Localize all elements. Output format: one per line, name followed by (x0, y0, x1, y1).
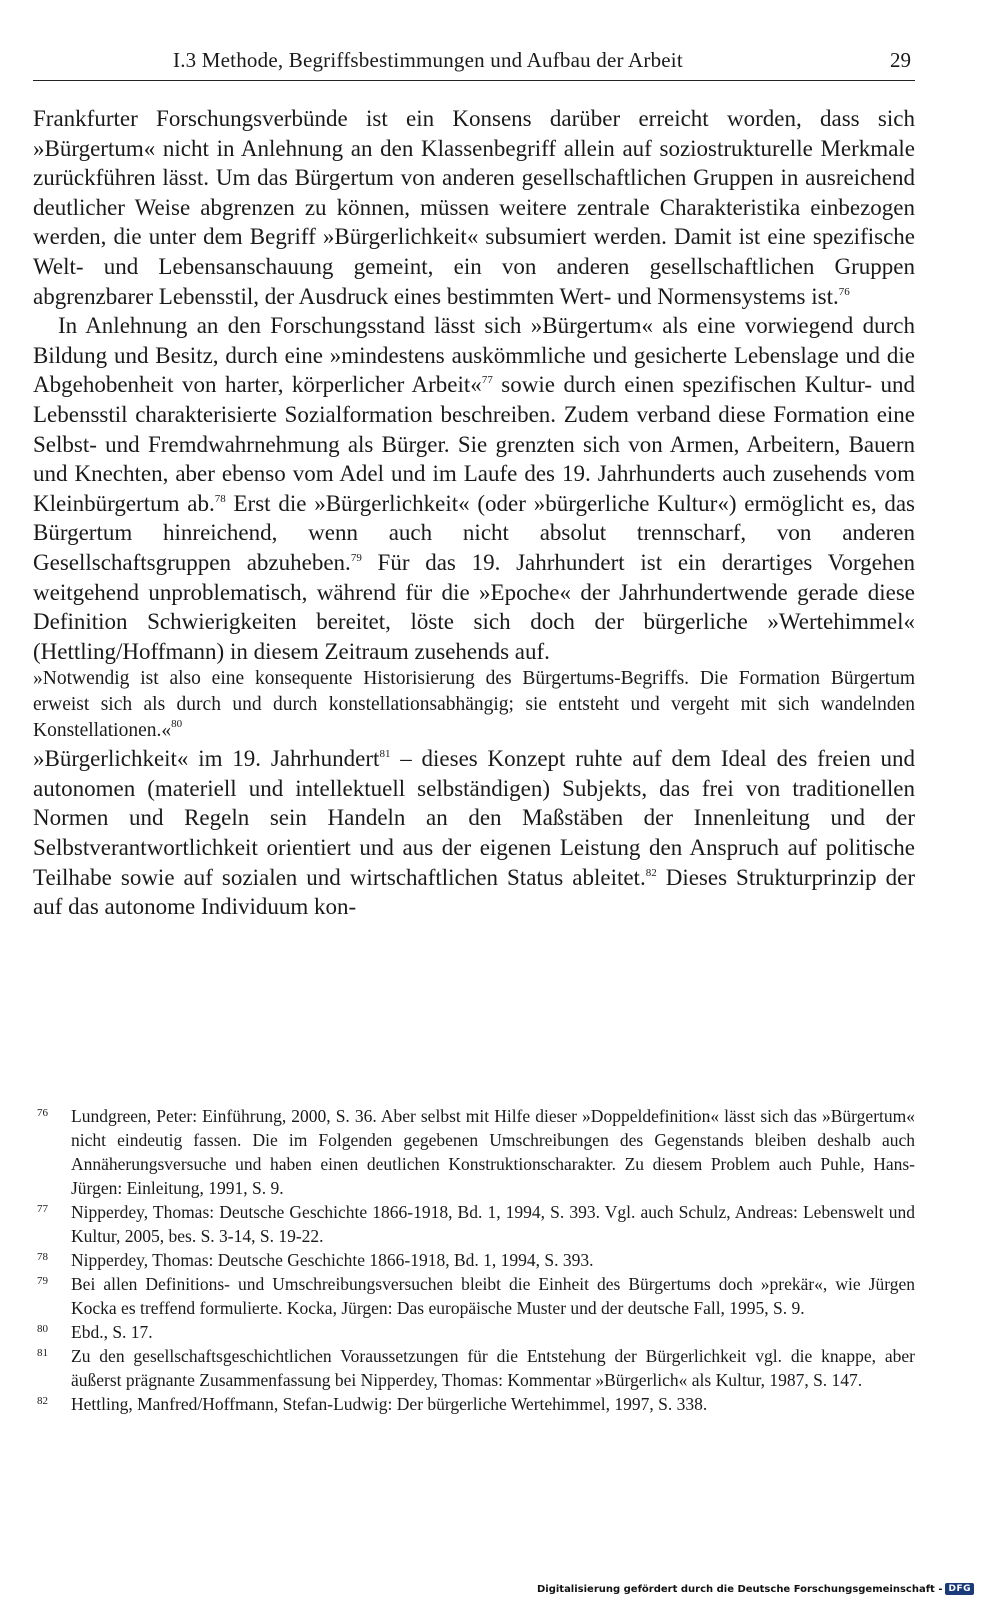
digitization-text: Digitalisierung gefördert durch die Deutsche Forschungsgemeinschaft - (536, 1583, 943, 1595)
footnote-text: Ebd., S. 17. (71, 1322, 153, 1342)
footnote-number: 82 (37, 1395, 48, 1407)
footnote-text: Bei allen Definitions- und Umschreibungsversuchen bleibt die Einheit des Bürgertums doch »prekär«, wie Jürgen Kocka es treffend formulierte. Kocka, Jürgen: Das europäische Muster und der deutsche Fall, 1995, S. 9. (71, 1274, 915, 1318)
footnote-text: Lundgreen, Peter: Einführung, 2000, S. 36. Aber selbst mit Hilfe dieser »Doppeldefinition« lässt sich das »Bürgertum« nicht eindeutig fassen. Die im Folgenden gegebenen Umschreibungen des Gegenstands bleiben deshalb auch Annäherungsversuche und haben einen deutlichen Konstruktionscharakter. Zu diesem Problem auch Puhle, Hans-Jürgen: Einleitung, 1991, S. 9. (71, 1106, 915, 1198)
footnotes (33, 1104, 915, 1416)
paragraph-1: Frankfurter Forschungsverbünde ist ein Konsens darüber erreicht worden, dass sich »Bürgertum« nicht in Anlehnung an den Klassenbegriff allein auf soziostrukturelle Merkmale zurückführen lässt. Um das Bürgertum von anderen gesellschaftlichen Gruppen in ausreichend deutlicher Weise abgrenzen zu können, müssen weitere zentrale Charakteristika einbezogen werden, die unter dem Begriff »Bürgerlichkeit« subsumiert werden. Damit ist eine spezifische Welt- und Lebensanschauung gemeint, ein von anderen gesellschaftlichen Gruppen abgrenzbarer Lebensstil, der Ausdruck eines bestimmten Wert- und Normensystems ist.$^{76}$ (33, 106, 915, 309)
footnote-ref-78[interactable]: 78 (214, 492, 226, 505)
paragraph-3: »Bürgerlichkeit« im 19. Jahrhundert$^{81}$ – dieses Konzept ruhte auf dem Ideal des freien und autonomen (materiell und intellektuell selbständigen) Subjekts, das frei von traditionellen Normen und Regeln sein Handeln an den Maßstäben der Innenleitung und der Selbstverantwortlichkeit orientiert und aus der eigenen Leistung den Anspruch auf politische Teilhabe sowie auf sozialen und wirtschaftlichen Status ableitet.$^{82}$ Dieses Strukturprinzip der auf das autonome Individuum kon- (33, 746, 915, 920)
footnote-76 (33, 1104, 915, 1200)
footnote-ref-82[interactable]: 82 (645, 866, 657, 879)
footnote-text: Nipperdey, Thomas: Deutsche Geschichte 1866-1918, Bd. 1, 1994, S. 393. Vgl. auch Schulz, Andreas: Lebenswelt und Kultur, 2005, bes. S. 3-14, S. 19-22. (71, 1202, 915, 1246)
footnote-text: Zu den gesellschaftsgeschichtlichen Voraussetzungen für die Entstehung der Bürgerlichkeit vgl. die knappe, aber äußerst prägnante Zusammenfassung bei Nipperdey, Thomas: Kommentar »Bürgerlich« als Kultur, 1987, S. 147. (71, 1346, 915, 1390)
dfg-logo-icon: DFG (945, 1583, 974, 1595)
footnote-ref-80[interactable]: 80 (171, 718, 183, 731)
footnote-number: 78 (37, 1251, 48, 1263)
footnote-ref-76[interactable]: 76 (838, 285, 850, 298)
footnote-number: 77 (37, 1203, 48, 1215)
footnote-77 (33, 1200, 915, 1248)
footnote-78 (33, 1248, 915, 1272)
footnote-82 (33, 1392, 915, 1416)
footnote-number: 81 (37, 1347, 48, 1359)
footnote-ref-81[interactable]: 81 (379, 748, 391, 761)
footnote-79 (33, 1272, 915, 1320)
footnote-number: 79 (37, 1275, 48, 1287)
footnote-number: 76 (37, 1107, 48, 1119)
footnote-80 (33, 1320, 915, 1344)
chapter-title: I.3 Methode, Begriffsbestimmungen und Aufbau der Arbeit (173, 48, 683, 72)
footnote-81 (33, 1344, 915, 1392)
running-head (33, 46, 915, 81)
paragraph-2: In Anlehnung an den Forschungsstand lässt sich »Bürgertum« als eine vorwiegend durch Bildung und Besitz, durch eine »mindestens auskömmliche und gesicherte Lebenslage und die Abgehobenheit von harter, körperlicher Arbeit«$^{77}$ sowie durch einen spezifischen Kultur- und Lebensstil charakterisierte Sozialformation beschreiben. Zudem verband diese Formation eine Selbst- und Fremdwahrnehmung als Bürger. Sie grenzten sich von Armen, Arbeitern, Bauern und Knechten, aber ebenso vom Adel und im Laufe des 19. Jahrhunderts auch zusehends vom Kleinbürgertum ab.$^{78}$ Erst die »Bürgerlichkeit« (oder »bürgerliche Kultur«) ermöglicht es, das Bürgertum hinreichend, wenn auch nicht absolut trennscharf, von anderen Gesellschaftsgruppen abzuheben.$^{79}$ Für das 19. Jahrhundert ist ein derartiges Vorgehen weitgehend unproblematisch, während für die »Epoche« der Jahrhundertwende gerade diese Definition Schwierigkeiten bereitet, löste sich doch der bürgerliche »Wertehimmel« (Hettling/Hoffmann) in diesem Zeitraum zusehends auf. (33, 313, 916, 664)
digitization-notice (537, 1583, 974, 1595)
page-number: 29 (890, 48, 911, 72)
footnote-ref-79[interactable]: 79 (350, 551, 362, 564)
block-quote: »Notwendig ist also eine konsequente Historisierung des Bürgertums-Begriffs. Die Formation Bürgertum erweist sich als durch und durch konstellationsabhängig; sie entsteht und vergeht mit sich wandelnden Konstellationen.«$^{80}$ (33, 668, 915, 742)
footnote-number: 80 (37, 1323, 48, 1335)
footnote-text: Hettling, Manfred/Hoffmann, Stefan-Ludwig: Der bürgerliche Wertehimmel, 1997, S. 338. (71, 1394, 708, 1414)
main-text (33, 104, 915, 922)
footnote-ref-77[interactable]: 77 (481, 374, 493, 387)
footnote-text: Nipperdey, Thomas: Deutsche Geschichte 1866-1918, Bd. 1, 1994, S. 393. (71, 1250, 594, 1270)
